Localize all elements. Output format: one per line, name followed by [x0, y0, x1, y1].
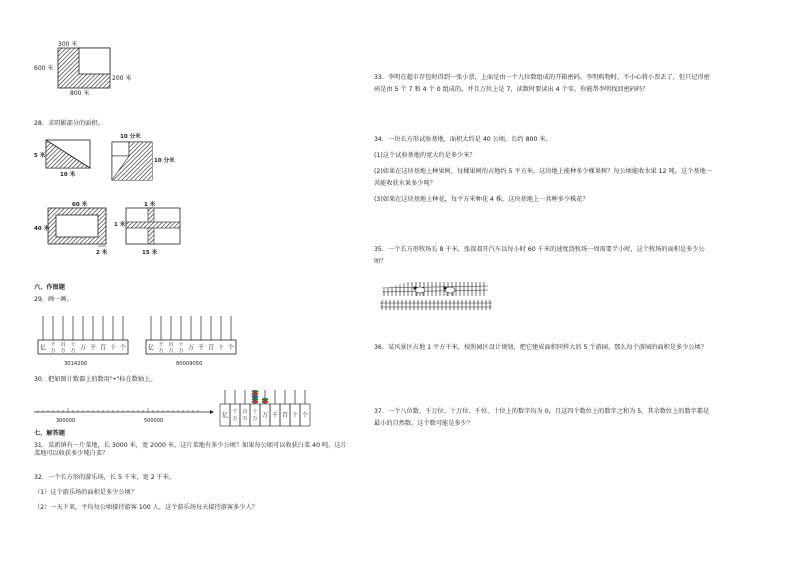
fig3-top-label: 60 米: [72, 202, 88, 208]
counter-column-label: [233, 408, 238, 422]
abacus-2-column-label: [159, 341, 164, 354]
counter-cell: [240, 404, 250, 426]
shaded-frame-figure: [34, 200, 114, 260]
shaded-triangle-figure-2: [108, 130, 178, 182]
right-width-label: 200 米: [112, 75, 132, 82]
tick-label-500000: 500000: [144, 418, 164, 424]
svg-text:万: 万: [178, 348, 184, 354]
counter-bead: [262, 401, 268, 404]
counter-column-label: [262, 412, 268, 419]
svg-text:万: 万: [232, 416, 238, 422]
question-30-title: 30．把如图计数器上的数用"•"标在数轴上。: [34, 376, 157, 383]
fig4-left-label: 1 米: [114, 222, 126, 228]
counter-column-label: [243, 408, 248, 422]
svg-text:千: 千: [272, 412, 279, 419]
counter-column-label: [272, 411, 278, 419]
svg-text:千: 千: [232, 409, 238, 415]
abacus-2-column-label: [169, 341, 174, 354]
fig4-top-label: 1 米: [144, 202, 156, 208]
svg-text:百: 百: [168, 342, 174, 348]
question-34-part-2: (2)如果在这块基地上种果树，每棵果树的占地约 5 平方米，这块地上能种多少棵果树？每公顷能收水果 12 吨，这个基地一共能收获水果多少吨？: [374, 168, 712, 187]
svg-text:个: 个: [302, 412, 309, 419]
abacus-2-column-label: [228, 344, 234, 352]
field-figure: [34, 40, 150, 100]
abacus-1-column-label: [80, 345, 86, 352]
svg-text:百: 百: [100, 344, 107, 352]
abacus-1-column-label: [90, 344, 96, 352]
left-width-label: 600 米: [34, 65, 54, 72]
svg-text:十: 十: [218, 344, 225, 352]
question-36-text: 36．某风景区占地 1 平方千米，按照园区设计规划，把它建成面积同样大的 5 个游园，那么每个游园的面积是多少公顷？: [374, 344, 707, 351]
fig4-bottom-label: 15 米: [142, 250, 158, 256]
svg-text:万: 万: [80, 344, 87, 352]
section-7-heading: 七、解答题: [34, 430, 65, 437]
abacus-1-column-label: [61, 341, 66, 354]
question-34-part-3: (3)如果在这块基地上种花，每平方米种花 4 株，这块基地上一共种多少株花？: [374, 196, 589, 203]
svg-text:十: 十: [252, 409, 258, 415]
svg-text:千: 千: [198, 344, 205, 352]
unshaded-rectangle: [79, 48, 110, 74]
svg-text:亿: 亿: [222, 412, 229, 419]
svg-text:百: 百: [60, 342, 66, 348]
fig3-left-label: 40 米: [34, 226, 50, 232]
fig2-top-label: 10 分米: [120, 134, 141, 140]
abacus-2-column-label: [208, 344, 214, 352]
abacus-2-column-label: [218, 344, 224, 352]
tick-label-300000: 300000: [56, 418, 76, 424]
svg-text:十: 十: [178, 342, 184, 348]
counter-bead: [252, 401, 258, 404]
abacus-2-column-label: [198, 344, 204, 352]
fig1-bottom-label: 10 米: [60, 172, 76, 178]
abacus-2-column-label: [179, 341, 184, 354]
abacus-1-column-label: [110, 344, 116, 352]
abacus-1-column-label: [100, 344, 106, 352]
svg-text:百: 百: [282, 412, 289, 419]
svg-text:千: 千: [50, 342, 56, 348]
abacus-1-number: 3014200: [64, 361, 88, 367]
svg-text:万: 万: [60, 348, 66, 354]
question-34-title: 34．一块长方形试验基地，面积大约是 40 公顷，长约 800 米。: [374, 136, 552, 143]
svg-text:万: 万: [242, 416, 248, 422]
bead-counter: [218, 386, 318, 430]
counter-bead: [252, 396, 258, 399]
counter-bead: [252, 393, 258, 396]
question-28-title: 28．求阴影部分的面积。: [34, 120, 104, 127]
counter-column-label: [222, 411, 228, 419]
svg-text:十: 十: [70, 342, 76, 348]
svg-text:千: 千: [158, 342, 164, 348]
svg-text:万: 万: [262, 412, 269, 419]
section-6-heading: 六、作图题: [34, 284, 65, 291]
question-29-title: 29．画一画。: [34, 296, 73, 303]
abacus-1-column-label: [51, 341, 56, 354]
abacus-1-column-label: [120, 344, 126, 352]
svg-text:万: 万: [252, 416, 258, 422]
svg-text:千: 千: [90, 344, 97, 352]
abacus-1-column-label: [71, 341, 76, 354]
question-34-part-1: (1)这个试验基地的宽大约是多少米？: [374, 152, 476, 159]
counter-bead: [262, 398, 268, 401]
question-32-part-1: （1）这个游乐场的面积是多少公顷？: [34, 489, 137, 496]
abacus-2-column-label: [148, 344, 154, 352]
abacus-1-column-label: [40, 344, 46, 352]
question-32-part-2: （2）一天下来，平均每公顷接待游客 100 人，这个游乐场每天接待游客多少人？: [34, 504, 258, 511]
shaded-triangle-figure-1: [34, 138, 104, 178]
question-37-text: 37．一个八位数，千万位、十万位、千位、十位上的数字均为 0，且这四个数位上的数字之和为 5，其余数位上的数字都是最小的自然数。这个数可能是多少？: [374, 408, 710, 427]
svg-text:万: 万: [168, 348, 174, 354]
counter-bead: [252, 398, 258, 401]
pasture-fence-illustration: [380, 276, 492, 312]
svg-text:十: 十: [292, 412, 299, 419]
svg-text:百: 百: [208, 344, 215, 352]
fig3-bottom-label: 2 米: [96, 250, 108, 256]
bottom-length-label: 800 米: [70, 90, 90, 97]
svg-text:万: 万: [70, 348, 76, 354]
svg-text:万: 万: [158, 348, 164, 354]
counter-cell: [250, 404, 260, 426]
counter-column-label: [282, 411, 288, 419]
counter-cell: [230, 404, 240, 426]
fig2-right-label: 10 分米: [154, 158, 175, 164]
cross-path-figure: [112, 200, 192, 260]
top-length-label: 300 米: [58, 41, 78, 48]
counter-column-label: [292, 411, 298, 419]
question-32-title: 32．一个长方形的游乐场，长 5 千米，宽 2 千米。: [34, 474, 176, 481]
counter-bead: [252, 390, 258, 393]
counter-column-label: [302, 411, 308, 419]
counter-column-label: [253, 408, 258, 422]
question-31-text: 31．某新镇有一片菜地，长 3000 米，宽 2000 米，这片菜地有多少公顷？如果每公顷可以收获白菜 40 吨，这片菜地可以收获多少吨白菜？: [34, 442, 347, 457]
abacus-2-column-label: [188, 345, 194, 352]
svg-text:亿: 亿: [148, 344, 155, 352]
svg-text:个: 个: [228, 344, 235, 352]
svg-text:个: 个: [120, 344, 127, 352]
question-35-text: 35．一个长方形牧场长 8 千米，张叔叔开汽车以每小时 60 千米的速度绕牧场一周需要半小时，这个牧场的面积是多少公顷？: [374, 246, 705, 265]
svg-text:万: 万: [50, 348, 56, 354]
svg-text:百: 百: [242, 409, 248, 415]
fig1-left-label: 5 米: [34, 153, 46, 159]
number-line: [34, 404, 214, 424]
abacus-2-number: 80009050: [176, 361, 203, 367]
svg-text:万: 万: [188, 344, 195, 352]
svg-text:十: 十: [110, 344, 117, 352]
svg-text:亿: 亿: [40, 344, 47, 352]
question-33-text: 33．李明在超市存包时得到一张小票，上面是由一个九位数组成的开箱密码。李明购物时，不小心将小票丢了，但只记得密码是由 5 个 7 和 4 个 0 组成的，并且万位上是 7，读数时要读出 4 个零。你能帮李明找回密码吗？: [374, 74, 710, 93]
